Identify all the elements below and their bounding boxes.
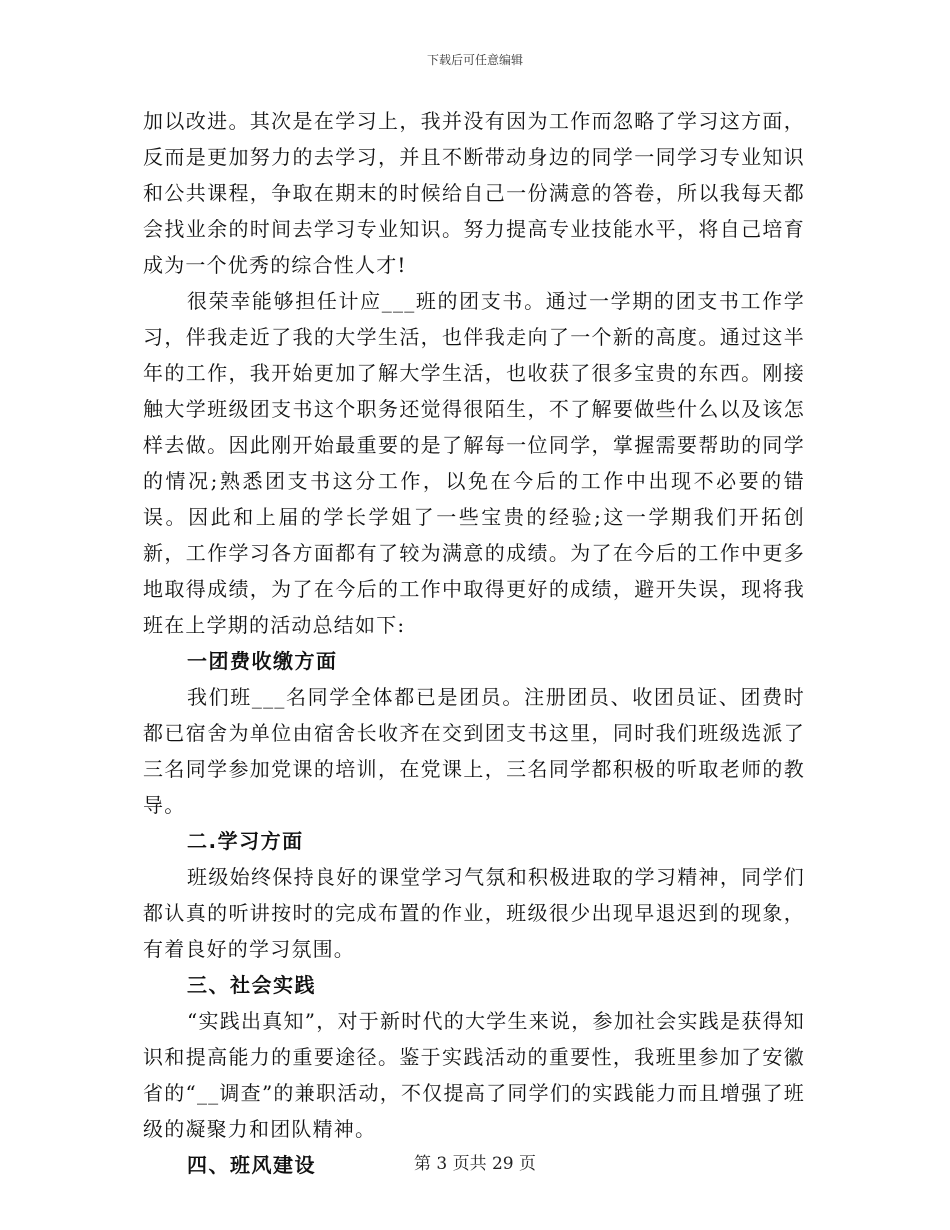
section-heading-social-practice: 三、社会实践 bbox=[187, 973, 316, 997]
section-heading-class-culture: 四、班风建设 bbox=[187, 1153, 316, 1177]
page-header: 下载后可任意编辑 bbox=[426, 53, 523, 67]
document-body bbox=[143, 103, 805, 1183]
page-number: 第 3 页共 29 页 bbox=[413, 1154, 537, 1174]
paragraph-social-practice: “实践出真知”，对于新时代的大学生来说，参加社会实践是获得知识和提高能力的重要途径。鉴于实践活动的重要性，我班里参加了安徽省的“__调查”的兼职活动，不仅提高了同学们的实践能力而且增强了班级的凝聚力和团队精神。 bbox=[143, 1009, 805, 1141]
section-heading-league-fees: 一团费收缴方面 bbox=[187, 649, 338, 673]
section-heading-study: 二.学习方面 bbox=[187, 829, 304, 853]
paragraph-league-fees: 我们班___名同学全体都已是团员。注册团员、收团员证、团费时都已宿舍为单位由宿舍长收齐在交到团支书这里，同时我们班级选派了三名同学参加党课的培训，在党课上，三名同学都积极的听取老师的教导。 bbox=[143, 685, 805, 817]
paragraph-study-improvement: 加以改进。其次是在学习上，我并没有因为工作而忽略了学习这方面，反而是更加努力的去学习，并且不断带动身边的同学一同学习专业知识和公共课程，争取在期末的时候给自己一份满意的答卷，所以我每天都会找业余的时间去学习专业知识。努力提高专业技能水平，将自己培育成为一个优秀的综合性人才! bbox=[143, 109, 805, 277]
paragraph-league-secretary-intro: 很荣幸能够担任计应___班的团支书。通过一学期的团支书工作学习，伴我走近了我的大学生活，也伴我走向了一个新的高度。通过这半年的工作，我开始更加了解大学生活，也收获了很多宝贵的东西。刚接触大学班级团支书这个职务还觉得很陌生，不了解要做些什么以及该怎样去做。因此刚开始最重要的是了解每一位同学，掌握需要帮助的同学的情况;熟悉团支书这分工作，以免在今后的工作中出现不必要的错误。因此和上届的学长学姐了一些宝贵的经验;这一学期我们开拓创新，工作学习各方面都有了较为满意的成绩。为了在今后的工作中更多地取得成绩，为了在今后的工作中取得更好的成绩，避开失误，现将我班在上学期的活动总结如下: bbox=[143, 289, 805, 637]
paragraph-study: 班级始终保持良好的课堂学习气氛和积极进取的学习精神，同学们都认真的听讲按时的完成布置的作业，班级很少出现早退迟到的现象，有着良好的学习氛围。 bbox=[143, 865, 805, 961]
